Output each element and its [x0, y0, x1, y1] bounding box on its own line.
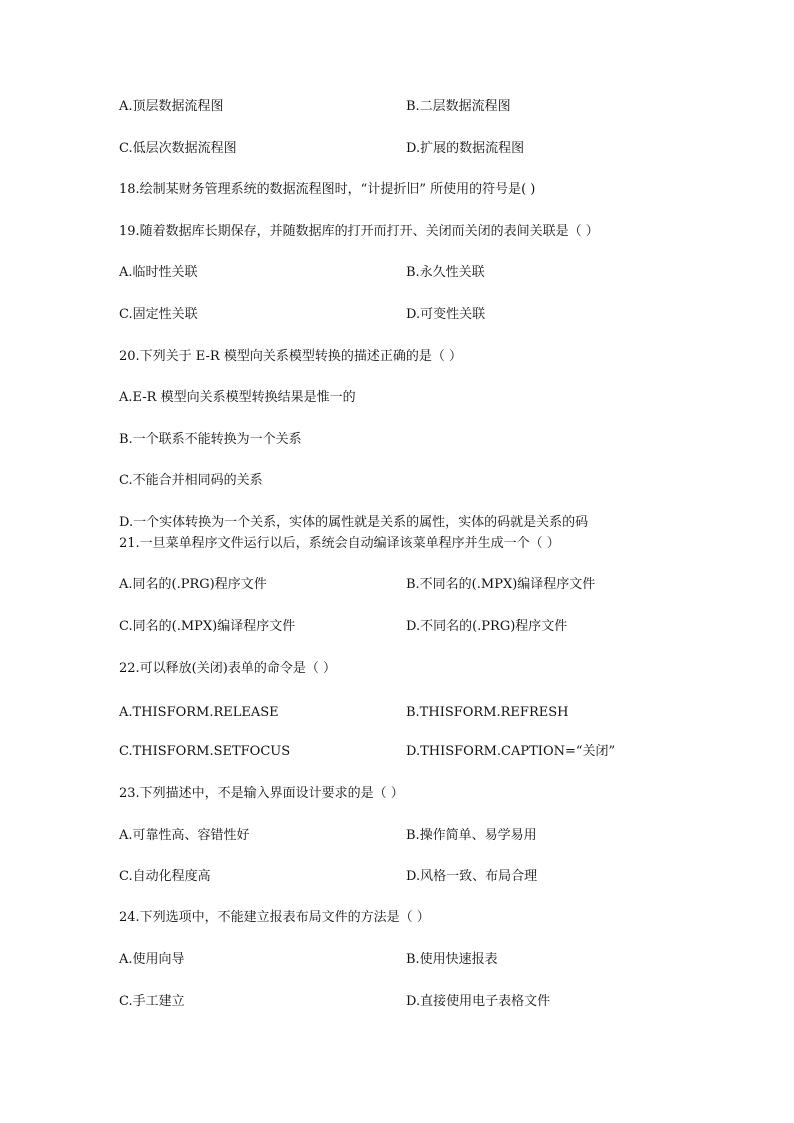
option-left: A.可靠性高、容错性好	[119, 828, 250, 843]
option-left: C.THISFORM.SETFOCUS	[119, 744, 291, 759]
option-right: D.扩展的数据流程图	[406, 141, 525, 156]
option-right: D.风格一致、布局合理	[406, 869, 538, 884]
option-left: C.同名的(.MPX)编译程序文件	[119, 619, 296, 634]
option-left: A.临时性关联	[119, 265, 198, 280]
option-right: B.操作简单、易学易用	[406, 828, 537, 843]
question-text: 24.下列选项中，不能建立报表布局文件的方法是（ ）	[119, 910, 430, 925]
option-right: B.永久性关联	[406, 265, 485, 280]
option-right: B.二层数据流程图	[406, 99, 511, 114]
option-left: C.手工建立	[119, 994, 185, 1009]
question-text: 22.可以释放(关闭)表单的命令是（ ）	[119, 661, 336, 676]
option-right: B.使用快速报表	[406, 952, 498, 967]
option-left: A.THISFORM.RELEASE	[119, 705, 279, 720]
question-text: 20.下列关于 E-R 模型向关系模型转换的描述正确的是（ ）	[119, 349, 462, 364]
question-text: 19.随着数据库长期保存，并随数据库的打开而打开、关闭而关闭的表间关联是（ ）	[119, 224, 599, 239]
option-left: C.固定性关联	[119, 307, 198, 322]
question-text: B.一个联系不能转换为一个关系	[119, 432, 302, 447]
option-left: A.同名的(.PRG)程序文件	[119, 577, 267, 592]
option-left: A.顶层数据流程图	[119, 99, 224, 114]
question-text: A.E-R 模型向关系模型转换结果是惟一的	[119, 390, 356, 405]
option-left: A.使用向导	[119, 952, 185, 967]
question-text: 23.下列描述中，不是输入界面设计要求的是（ ）	[119, 786, 404, 801]
option-right: B.不同名的(.MPX)编译程序文件	[406, 577, 596, 592]
option-right: D.直接使用电子表格文件	[406, 994, 551, 1009]
option-right: D.可变性关联	[406, 307, 486, 322]
question-text: 18.绘制某财务管理系统的数据流程图时，“计提折旧” 所使用的符号是( )	[119, 182, 536, 197]
option-right: D.THISFORM.CAPTION=“关闭”	[406, 744, 616, 759]
question-text: 21.一旦菜单程序文件运行以后，系统会自动编译该菜单程序并生成一个（ ）	[119, 536, 560, 551]
question-text: C.不能合并相同码的关系	[119, 473, 263, 488]
option-right: D.不同名的(.PRG)程序文件	[406, 619, 568, 634]
option-left: C.低层次数据流程图	[119, 141, 237, 156]
question-text: D.一个实体转换为一个关系，实体的属性就是关系的属性，实体的码就是关系的码	[119, 515, 589, 530]
option-left: C.自动化程度高	[119, 869, 211, 884]
option-right: B.THISFORM.REFRESH	[406, 705, 569, 720]
